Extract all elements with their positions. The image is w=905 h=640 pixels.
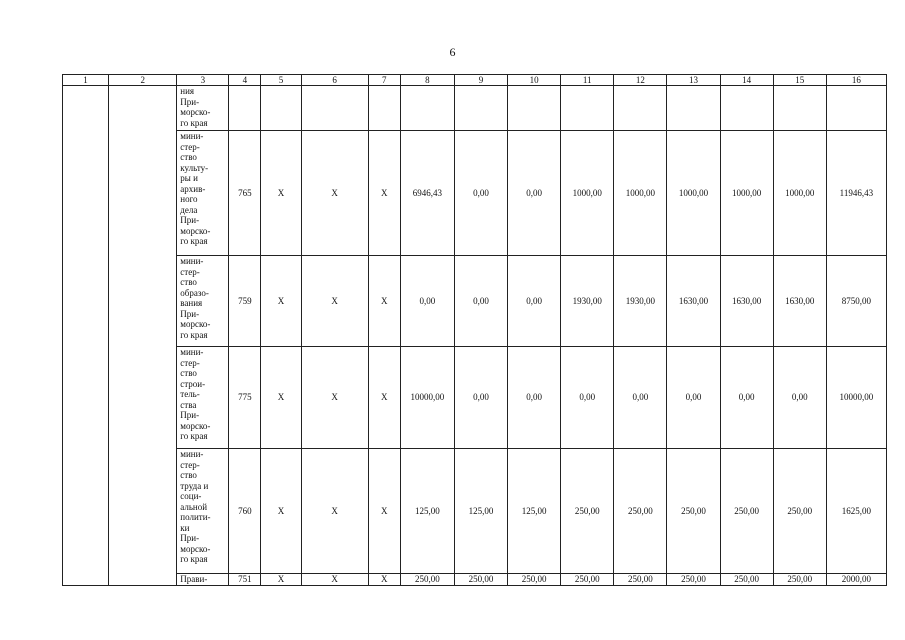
table-row — [63, 347, 887, 449]
value-cell: 250,00 — [508, 574, 561, 586]
value-cell: 125,00 — [454, 449, 507, 574]
value-cell: 0,00 — [454, 347, 507, 449]
agency-code: 760 — [229, 449, 261, 574]
table-row — [63, 86, 887, 131]
value-cell: 1000,00 — [773, 131, 826, 256]
value-cell: 1000,00 — [614, 131, 667, 256]
value-cell: 0,00 — [614, 347, 667, 449]
value-cell: 1630,00 — [720, 256, 773, 347]
value-cell — [508, 86, 561, 131]
cell: X — [368, 131, 400, 256]
total-cell — [826, 86, 886, 131]
value-cell: 0,00 — [400, 256, 454, 347]
value-cell: 1000,00 — [667, 131, 720, 256]
agency-code: 775 — [229, 347, 261, 449]
cell: X — [261, 574, 301, 586]
value-cell: 1930,00 — [614, 256, 667, 347]
value-cell — [400, 86, 454, 131]
cell: X — [261, 347, 301, 449]
value-cell: 250,00 — [561, 574, 614, 586]
value-cell — [614, 86, 667, 131]
agency-name: мини- стер- ство труда и соци- альной полити- ки При- морско- го края — [177, 449, 229, 574]
cell — [261, 86, 301, 131]
cell: X — [301, 131, 368, 256]
table-row — [63, 131, 887, 256]
total-cell: 2000,00 — [826, 574, 886, 586]
column-number: 8 — [400, 75, 454, 86]
column-number: 9 — [454, 75, 507, 86]
agency-name: мини- стер- ство строи- тель- ства При- морско- го края — [177, 347, 229, 449]
value-cell: 0,00 — [720, 347, 773, 449]
value-cell: 6946,43 — [400, 131, 454, 256]
value-cell: 250,00 — [720, 449, 773, 574]
cell — [301, 86, 368, 131]
column-1-cell — [63, 86, 109, 586]
cell: X — [261, 449, 301, 574]
table-row — [63, 256, 887, 347]
value-cell: 0,00 — [667, 347, 720, 449]
cell: X — [301, 574, 368, 586]
table-row — [63, 449, 887, 574]
value-cell: 250,00 — [773, 574, 826, 586]
value-cell: 250,00 — [614, 574, 667, 586]
value-cell: 250,00 — [454, 574, 507, 586]
value-cell: 250,00 — [561, 449, 614, 574]
column-number: 5 — [261, 75, 301, 86]
column-number: 11 — [561, 75, 614, 86]
agency-name: Прави- — [177, 574, 229, 586]
value-cell: 0,00 — [508, 347, 561, 449]
column-number: 2 — [109, 75, 177, 86]
value-cell: 0,00 — [561, 347, 614, 449]
column-2-cell — [109, 86, 177, 586]
value-cell: 1930,00 — [561, 256, 614, 347]
value-cell: 125,00 — [400, 449, 454, 574]
agency-name: мини- стер- ство культу- ры и архив- ного дела При- морско- го края — [177, 131, 229, 256]
agency-code — [229, 86, 261, 131]
agency-code: 765 — [229, 131, 261, 256]
column-number: 10 — [508, 75, 561, 86]
column-number: 14 — [720, 75, 773, 86]
cell: X — [301, 449, 368, 574]
column-number: 3 — [177, 75, 229, 86]
column-number: 13 — [667, 75, 720, 86]
cell: X — [261, 256, 301, 347]
budget-table — [62, 74, 887, 586]
value-cell: 10000,00 — [400, 347, 454, 449]
page-number: 6 — [449, 45, 456, 59]
total-cell: 10000,00 — [826, 347, 886, 449]
value-cell — [454, 86, 507, 131]
agency-code: 751 — [229, 574, 261, 586]
value-cell — [667, 86, 720, 131]
value-cell: 250,00 — [400, 574, 454, 586]
agency-name: ния При- морско- го края — [177, 86, 229, 131]
column-number: 7 — [368, 75, 400, 86]
value-cell: 250,00 — [614, 449, 667, 574]
value-cell — [720, 86, 773, 131]
value-cell: 1000,00 — [720, 131, 773, 256]
agency-code: 759 — [229, 256, 261, 347]
column-number: 16 — [826, 75, 886, 86]
value-cell: 0,00 — [508, 131, 561, 256]
value-cell: 1000,00 — [561, 131, 614, 256]
value-cell: 1630,00 — [773, 256, 826, 347]
cell: X — [261, 131, 301, 256]
value-cell: 0,00 — [454, 131, 507, 256]
value-cell: 250,00 — [720, 574, 773, 586]
column-number: 6 — [301, 75, 368, 86]
total-cell: 11946,43 — [826, 131, 886, 256]
cell: X — [368, 449, 400, 574]
value-cell: 0,00 — [508, 256, 561, 347]
cell — [368, 86, 400, 131]
cell: X — [368, 574, 400, 586]
value-cell: 250,00 — [773, 449, 826, 574]
table-row — [63, 574, 887, 586]
column-number: 12 — [614, 75, 667, 86]
agency-name: мини- стер- ство образо- вания При- морско- го края — [177, 256, 229, 347]
column-number: 15 — [773, 75, 826, 86]
column-number: 4 — [229, 75, 261, 86]
value-cell: 125,00 — [508, 449, 561, 574]
cell: X — [368, 347, 400, 449]
value-cell: 0,00 — [773, 347, 826, 449]
column-number: 1 — [63, 75, 109, 86]
cell: X — [301, 256, 368, 347]
value-cell — [773, 86, 826, 131]
value-cell: 250,00 — [667, 574, 720, 586]
cell: X — [301, 347, 368, 449]
total-cell: 1625,00 — [826, 449, 886, 574]
value-cell — [561, 86, 614, 131]
total-cell: 8750,00 — [826, 256, 886, 347]
value-cell: 1630,00 — [667, 256, 720, 347]
value-cell: 0,00 — [454, 256, 507, 347]
table-header-row — [63, 75, 887, 86]
cell: X — [368, 256, 400, 347]
value-cell: 250,00 — [667, 449, 720, 574]
